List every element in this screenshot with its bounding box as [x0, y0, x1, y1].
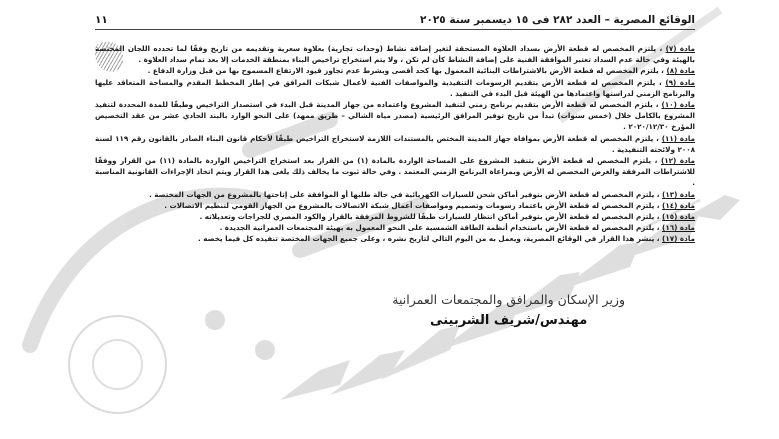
article-10: مادة (١٠) ، يلتزم المخصص له قطعة الأرض بتقديم برنامج زمني لتنفيذ المشروع واعتماده من جهاز المدينة قبل البدء في استصدار التراخيص وطبقًا للمدة المحددة لتنفيذ المشروع بالكامل خلال (خمس سنوات) تبدأ من تاريخ توفير المرافق الرئيسية (مصدر مياه الشالي – طريق ممهد) على النحو الوارد بالبند الحادي عشر من عقد التخصيص المؤرخ ٢٠٢٠/١٢/٣٠ .: [95, 100, 695, 132]
page-number: ١١: [95, 14, 108, 26]
article-11: مادة (١١) ، يلتزم المخصص له قطعة الأرض بموافاة جهاز المدينة المختص بالمستندات اللازمة لاستخراج التراخيص طبقًا لأحكام قانون البناء الصادر بالقانون رقم ١١٩ لسنة ٢٠٠٨ ولائحته التنفيذية .: [95, 133, 695, 154]
gazette-page: [95, 0, 695, 439]
article-12: مادة (١٢) ، يلتزم المخصص له قطعة الأرض بتنفيذ المشروع على المساحة الواردة بالمادة (١) من القرار بعد استخراج التراخيص الواردة بالمادة (١١) من القرار ووفقًا للاشتراطات المرفقة والغرض المخصص له الأرض وبمراعاة البرنامج الزمني المعتمد . وفي حالة ثبوت ما يخالف ذلك يلغى هذا القرار ويتم اتخاذ الإجراءات القانونية المناسبة .: [95, 156, 695, 188]
article-9: مادة (٩) ، يلتزم المخصص له قطعة الأرض بتقديم الرسومات التنفيذية والمواصفات الفنية لأعمال شبكات المرافق في إطار المخطط المقدم والمساحة المتعاقد عليها والبرنامج الزمني لدراستها واعتمادها من الهيئة قبل البدء في التنفيذ .: [95, 77, 695, 98]
signatory-name: مهندس/شريف الشربينى: [430, 313, 588, 328]
articles-list: [95, 43, 695, 245]
header-title: الوقائع المصرية – العدد ٢٨٢ فى ١٥ ديسمبر سنة ٢٠٢٥: [420, 14, 695, 26]
article-13: مادة (١٣) ، يلتزم المخصص له قطعة الأرض بتوفير أماكن شحن للسيارات الكهربائية في حالة طلبها أو الموافقة على إتاحتها بالمشروع من الجهات المختصة .: [149, 189, 695, 199]
article-8: مادة (٨) ، يلتزم المخصص له قطعة الأرض بالاشتراطات البنائية المعمول بها كحد أقصى وبشرط عدم تجاوز قيود الارتفاع المسموح بها من قبل وزارة الدفاع .: [147, 66, 695, 76]
header-divider: [95, 29, 695, 30]
article-15: مادة (١٥) ، يلتزم المخصص له قطعة الأرض بتوفير أماكن انتظار للسيارات طبقًا للشروط المرفقة بالقرار والكود المصري للجراجات وتعديلاته .: [199, 212, 695, 222]
signatory-title: وزير الإسكان والمرافق والمجتمعات العمرانية: [392, 292, 625, 307]
article-16: مادة (١٦) ، يلتزم المخصص له قطعة الأرض باستخدام أنظمة الطاقة الشمسية على النحو المعمول به بهيئة المجتمعات العمرانية الجديدة .: [219, 223, 695, 233]
article-17: مادة (١٧) ، ينشر هذا القرار في الوقائع المصرية، ويعمل به من اليوم التالي لتاريخ نشره ، وعلى جميع الجهات المختصة تنفيذه كل فيما يخصه .: [198, 234, 695, 244]
article-7: مادة (٧) ، يلتزم المخصص له قطعة الأرض بسداد العلاوة المستحقة لتغير إضافة نشاط (وحدات تجارية) بعلاوة سعرية وتقديمه من تاريخ وفقًا لما تحدده اللجان المختصة بالهيئة وفي حالة عدم السداد تعتبر الموافقة الفنية على إضافة النشاط كأن لم تكن ، ولا يتم استخراج تراخيص البناء بمنطقة الخدمات إلا بعد تمام سداد العلاوة .: [95, 44, 695, 65]
article-14: مادة (١٤) ، يلتزم المخصص له قطعة الأرض باعتماد رسومات وتصميم ومواصفات أعمال شبكة الاتصالات بالمشروع من الجهاز القومي لتنظيم الاتصالات .: [164, 200, 695, 210]
page-header: [95, 12, 695, 28]
signature-block: [392, 292, 625, 328]
